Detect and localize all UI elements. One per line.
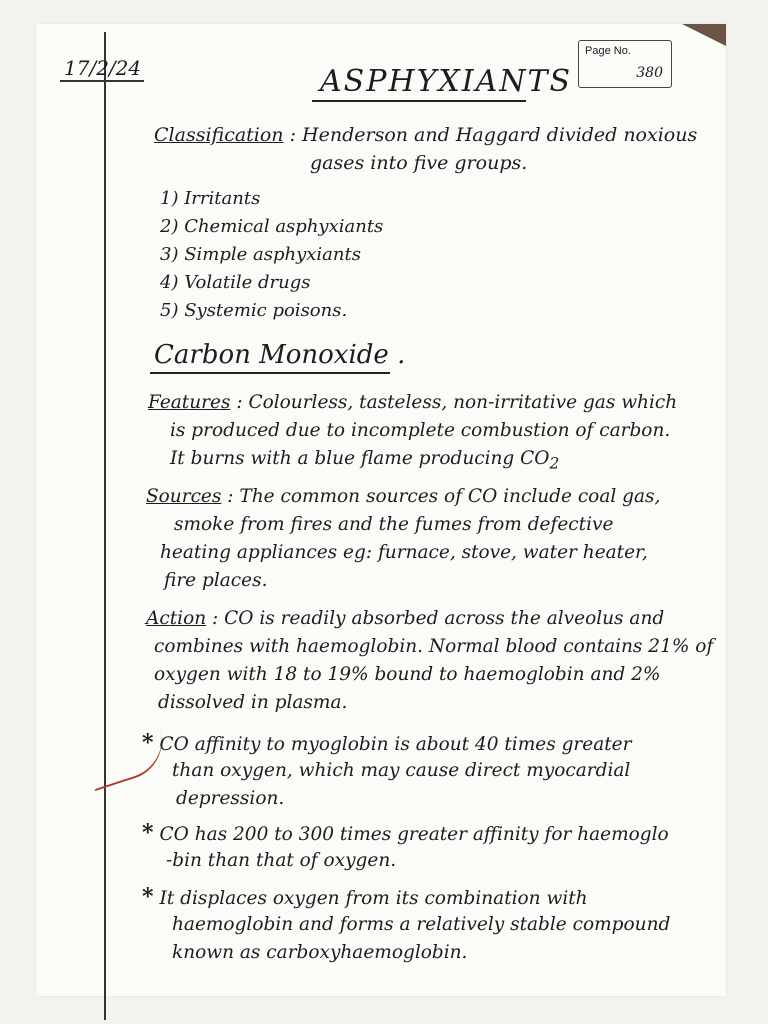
features-text-3: It burns with a blue flame producing CO — [170, 448, 550, 469]
list-item: 3) Simple asphyxiants — [160, 244, 361, 265]
page-number-label: Page No. — [585, 45, 631, 57]
action-heading: Action — [146, 608, 207, 629]
point-2-line-2: -bin than that of oxygen. — [166, 850, 397, 871]
groups-list — [160, 188, 383, 328]
point-2-line-1 — [142, 820, 669, 846]
sources-line-2: smoke from fires and the fumes from defective — [174, 514, 614, 535]
point-text: It displaces oxygen from its combination with — [159, 888, 588, 909]
date-underline — [60, 80, 144, 82]
sources-line-3: heating appliances eg: furnace, stove, water heater, — [160, 542, 648, 563]
classification-heading: Classification — [154, 124, 284, 146]
asterisk-icon: * — [142, 820, 154, 846]
sources-heading: Sources — [146, 486, 222, 507]
point-1-line-1 — [142, 730, 631, 756]
point-text: CO has 200 to 300 times greater affinity for haemoglo — [159, 824, 669, 845]
title-underline — [312, 100, 526, 102]
features-text-1: : Colourless, tasteless, non-irritative gas which — [236, 392, 678, 413]
carbon-monoxide-underline — [150, 372, 390, 374]
subscript-2: 2 — [549, 454, 560, 473]
point-3-line-1 — [142, 884, 588, 910]
classification-line-1 — [154, 124, 697, 146]
sources-line-4: fire places. — [164, 570, 268, 591]
action-line-2: combines with haemoglobin. Normal blood contains 21% of — [154, 636, 714, 657]
features-line-1 — [148, 392, 677, 413]
point-3-line-2: haemoglobin and forms a relatively stable compound — [172, 914, 671, 935]
carbon-monoxide-heading: Carbon Monoxide . — [154, 340, 406, 370]
point-1-line-2: than oxygen, which may cause direct myocardial — [172, 760, 631, 781]
sources-line-1 — [146, 486, 660, 507]
point-3-line-3: known as carboxyhaemoglobin. — [172, 942, 468, 963]
classification-line-2: gases into five groups. — [310, 152, 528, 174]
asterisk-icon: * — [142, 884, 154, 910]
point-text: CO affinity to myoglobin is about 40 times greater — [159, 734, 632, 755]
list-item: 4) Volatile drugs — [160, 272, 311, 293]
list-item: 1) Irritants — [160, 188, 261, 209]
features-line-2: is produced due to incomplete combustion of carbon. — [170, 420, 671, 441]
sources-text-1: : The common sources of CO include coal gas, — [227, 486, 661, 507]
list-item: 2) Chemical asphyxiants — [160, 216, 384, 237]
date: 17/2/24 — [64, 56, 142, 80]
list-item: 5) Systemic poisons. — [160, 300, 348, 321]
margin-line — [104, 32, 106, 1020]
action-line-1 — [146, 608, 664, 629]
page-title: ASPHYXIANTS — [320, 64, 573, 99]
page-number-box — [578, 40, 672, 88]
action-text-1: : CO is readily absorbed across the alveolus and — [212, 608, 665, 629]
page-number-value: 380 — [636, 65, 663, 81]
page-corner — [682, 24, 726, 46]
features-heading: Features — [148, 392, 231, 413]
point-1-line-3: depression. — [176, 788, 285, 809]
action-line-4: dissolved in plasma. — [158, 692, 348, 713]
classification-text-1: : Henderson and Haggard divided noxious — [289, 124, 698, 146]
action-line-3: oxygen with 18 to 19% bound to haemoglobin and 2% — [154, 664, 661, 685]
features-line-3 — [170, 448, 559, 473]
asterisk-icon: * — [142, 730, 154, 756]
